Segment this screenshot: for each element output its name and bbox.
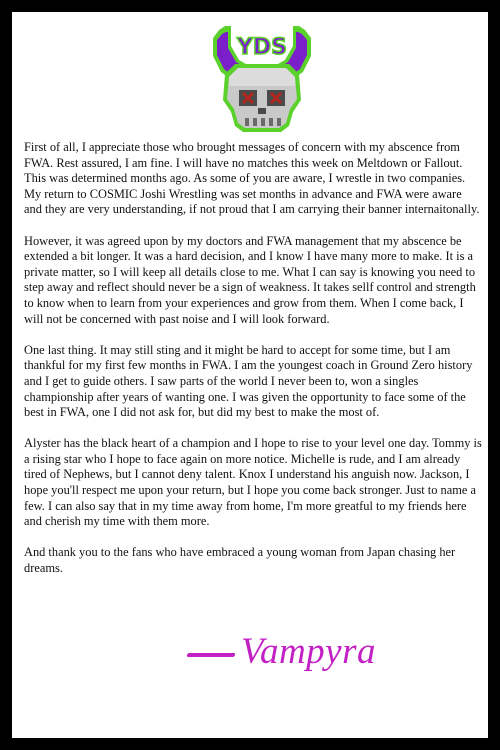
horned-skull-icon [195, 16, 329, 148]
letter-paragraph: First of all, I appreciate those who brought messages of concern with my abscence from FWA. Rest assured, I am fine. I will have no matches this week on Meltdown or Fallout. This was determined months ago. As some of you are aware, I wrestle in two companies. My return to COSMIC Joshi Wrestling was set months in advance and FWA were aware and they are very understanding, if not proud that I am carrying their banner internaitonally. [24, 140, 480, 217]
signature-dash [186, 653, 235, 657]
skull [223, 64, 301, 132]
letter-paragraph: However, it was agreed upon by my doctors and FWA management that my abscence be extended a bit longer. It was a hard decision, and I know I have many more to make. It is a private matter, so I will keep all details close to me. What I can say is knowing you need to step away and reflect should never be a sign of weakness. It takes sellf control and strength to know when to learn from your experiences and grow from them. When I come back, I will not be concerned with past noise and I will look forward. [24, 233, 476, 326]
letter-page [12, 12, 488, 738]
signature [187, 630, 376, 673]
logo-text: YDS [236, 35, 288, 60]
letter-paragraph: Alyster has the black heart of a champion and I hope to rise to your level one day. Tommy is a rising star who I hope to face again on more notice. Michelle is rude, and I am already tired of Nephews, but I cannot deny talent. Knox I understand his anguish now. Jackson, I hope you'll respect me upon your return, but I hope you come back stronger. Just to name a few. I can also say that in my time away from home, I'm more greatful to my friends here and cherish my time with them more. [24, 436, 482, 529]
yds-logo [195, 16, 329, 148]
letter-body [24, 140, 482, 592]
signature-text: Vampyra [240, 631, 376, 672]
letter-paragraph: And thank you to the fans who have embraced a young woman from Japan chasing her dreams. [24, 545, 456, 576]
letter-paragraph: One last thing. It may still sting and it might be hard to accept for some time, but I am thankful for my first few months in FWA. I am the youngest coach in Ground Zero history and I get to guide others. I saw parts of the world I never been to, won a singles championship after years of wanting one. I was given the opportunity to face some of the best in FWA, one I did not ask for, but did my best to make the most of. [24, 342, 473, 420]
